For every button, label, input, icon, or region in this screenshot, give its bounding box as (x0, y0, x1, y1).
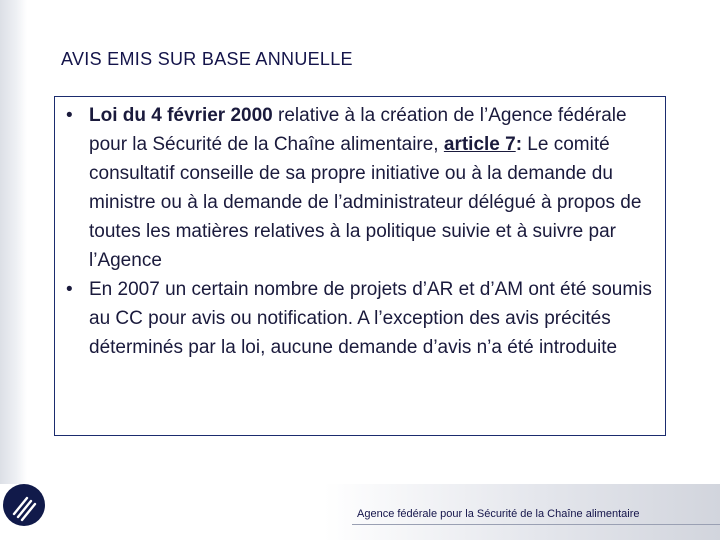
content-box (54, 96, 666, 436)
bullet-icon: • (66, 279, 73, 300)
law-text-b: Le comité consultatif conseille de sa propre initiative ou à la demande du ministre ou à la demande de l’administrateur délégué à propos de toutes les matières relatives à la politique suivie et à suivre par l’Agence (89, 134, 642, 271)
bullet-item-2007 (61, 275, 659, 362)
footer-agency-name: Agence fédérale pour la Sécurité de la Chaîne alimentaire (357, 508, 640, 520)
footer-divider (352, 524, 720, 525)
afsca-logo-icon (3, 484, 45, 526)
bullet-icon: • (66, 105, 73, 126)
article-reference: article 7 (443, 134, 516, 155)
bullet-list (61, 101, 659, 362)
bullet-item-law (61, 101, 659, 275)
law-reference: Loi du 4 février 2000 (89, 105, 273, 126)
law-text-a: relative à la création de l’Agence fédérale pour la Sécurité de la Chaîne alimentaire, (89, 105, 627, 155)
left-decorative-strip (0, 0, 27, 540)
slide-title: AVIS EMIS SUR BASE ANNUELLE (61, 49, 353, 69)
bullet-2007-text: En 2007 un certain nombre de projets d’AR et d’AM ont été soumis au CC pour avis ou notification. A l’exception des avis précités déterminés par la loi, aucune demande d’avis n’a été introduite (89, 279, 652, 358)
article-colon: : (515, 134, 523, 155)
